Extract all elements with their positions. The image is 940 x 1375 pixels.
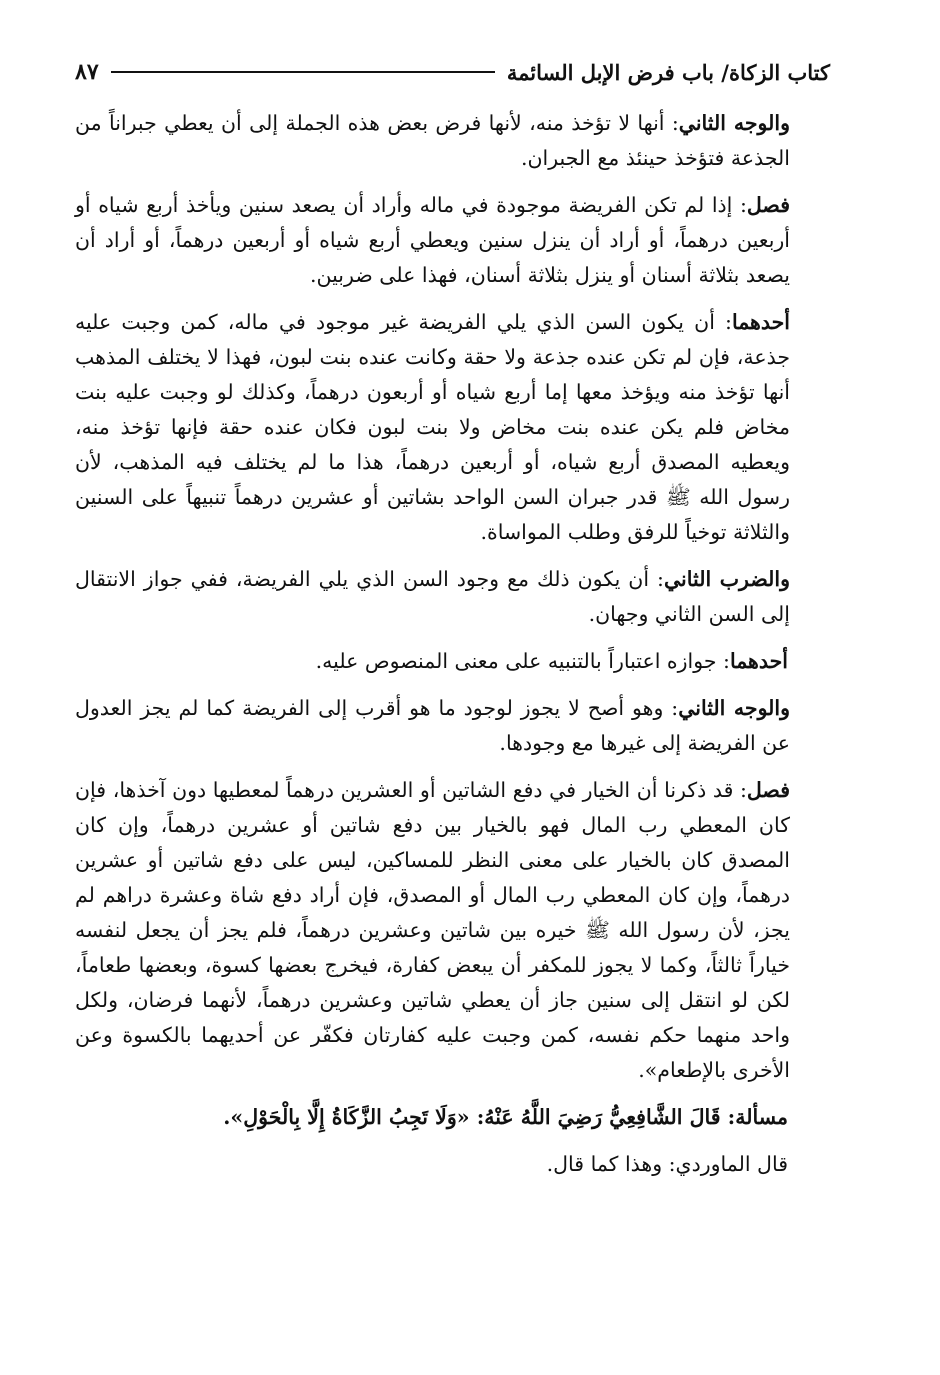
paragraph-text: : أن يكون ذلك مع وجود السن الذي يلي الفريضة، ففي جواز الانتقال إلى السن الثاني وجهان. [75,567,790,626]
paragraph-lead: أحدهما [731,310,790,334]
header-title: كتاب الزكاة/ باب فرض الإبل السائمة [506,59,830,85]
page-number: ٨٧ [75,59,99,85]
paragraph-1 [75,106,830,176]
paragraph-lead: والضرب الثاني [663,567,790,591]
paragraph-text: : قَالَ الشَّافِعِيُّ رَضِيَ اللَّهُ عَنْهُ: «وَلَا تَجِبُ الزَّكَاةُ إِلَّا بِالْحَوْلِ». [223,1105,736,1129]
paragraph-lead: مسألة [735,1105,788,1129]
paragraph-8 [75,1100,830,1135]
paragraph-text: قال الماوردي: وهذا كما قال. [546,1152,788,1176]
paragraph-lead: أحدهما [729,649,788,673]
paragraph-7 [75,773,830,1088]
paragraph-2 [75,188,830,293]
paragraph-lead: والوجه الثاني [678,696,791,720]
paragraph-text: : جوازه اعتباراً بالتنبيه على معنى المنصوص عليه. [315,649,730,673]
paragraph-text: : أنها لا تؤخذ منه، لأنها فرض بعض هذه الجملة إلى أن يعطي جبراناً من الجذعة فتؤخذ حينئذ مع الجبران. [75,111,790,170]
paragraph-text: : وهو أصح لا يجوز لوجود ما هو أقرب إلى الفريضة كما لم يجز العدول عن الفريضة إلى غيرها مع وجودها. [75,696,790,755]
paragraph-3 [75,305,830,550]
paragraph-9 [75,1147,830,1182]
paragraph-lead: فصل [746,193,790,217]
paragraph-text: : أن يكون السن الذي يلي الفريضة غير موجود في ماله، كمن وجبت عليه جذعة، فإن لم تكن عنده جذعة ولا حقة وكانت عنده بنت لبون، فهذا لا يختلف المذهب أنها تؤخذ منه ويؤخذ معها إما أربع شياه أو أربعون درهماً، وكذلك لو وجبت عليه بنت مخاض فلم يكن عنده بنت مخاض ولا بنت لبون فكان عنده حقة فإنها تؤخذ منه، ويعطيه المصدق أربع شياه، أو أربعين درهماً، هذا ما لم يختلف فيه المذهب، لأن رسول الله ﷺ قدر جبران السن الواحد بشاتين أو عشرين درهماً تنبيهاً على السنين والثلاثة توخياً للرفق وطلب المواساة. [75,310,790,544]
header-rule [111,71,495,73]
running-header [75,52,830,92]
paragraph-lead: فصل [746,778,790,802]
paragraph-5 [75,644,830,679]
paragraph-text: : قد ذكرنا أن الخيار في دفع الشاتين أو العشرين درهماً لمعطيها دون آخذها، فإن كان المعطي رب المال فهو بالخيار بين دفع شاتين أو عشرين درهماً، وإن كان المصدق كان بالخيار على معنى النظر للمساكين، ليس على دفع شاتين أو عشرين درهماً، وإن كان المعطي رب المال أو المصدق، فإن أراد دفع شاة وعشرة دراهم لم يجز، لأن رسول الله ﷺ خيره بين شاتين وعشرين درهماً، فلم يجز أن يجعل لنفسه خياراً ثالثاً، وكما لا يجوز للمكفر أن يبعض كفارة، فيخرج بعضها كسوة، وبعضها طعاماً، لكن لو انتقل إلى سنين جاز أن يعطي شاتين وعشرين درهماً، لأنهما فرضان، ولكل واحد منهما حكم نفسه، كمن وجبت عليه كفارتان فكفّر عن أحديهما بالكسوة وعن الأخرى بالإطعام». [75,778,790,1082]
paragraph-lead: والوجه الثاني [678,111,790,135]
paragraph-text: : إذا لم تكن الفريضة موجودة في ماله وأراد أن يصعد سنين ويأخذ أربع شياه أو أربعين درهماً، أو أراد أن ينزل سنين ويعطي أربع شياه أو أربعين درهماً، أو أراد أن يصعد بثلاثة أسنان أو ينزل بثلاثة أسنان، فهذا على ضربين. [75,193,790,287]
paragraph-6 [75,691,830,761]
paragraph-4 [75,562,830,632]
